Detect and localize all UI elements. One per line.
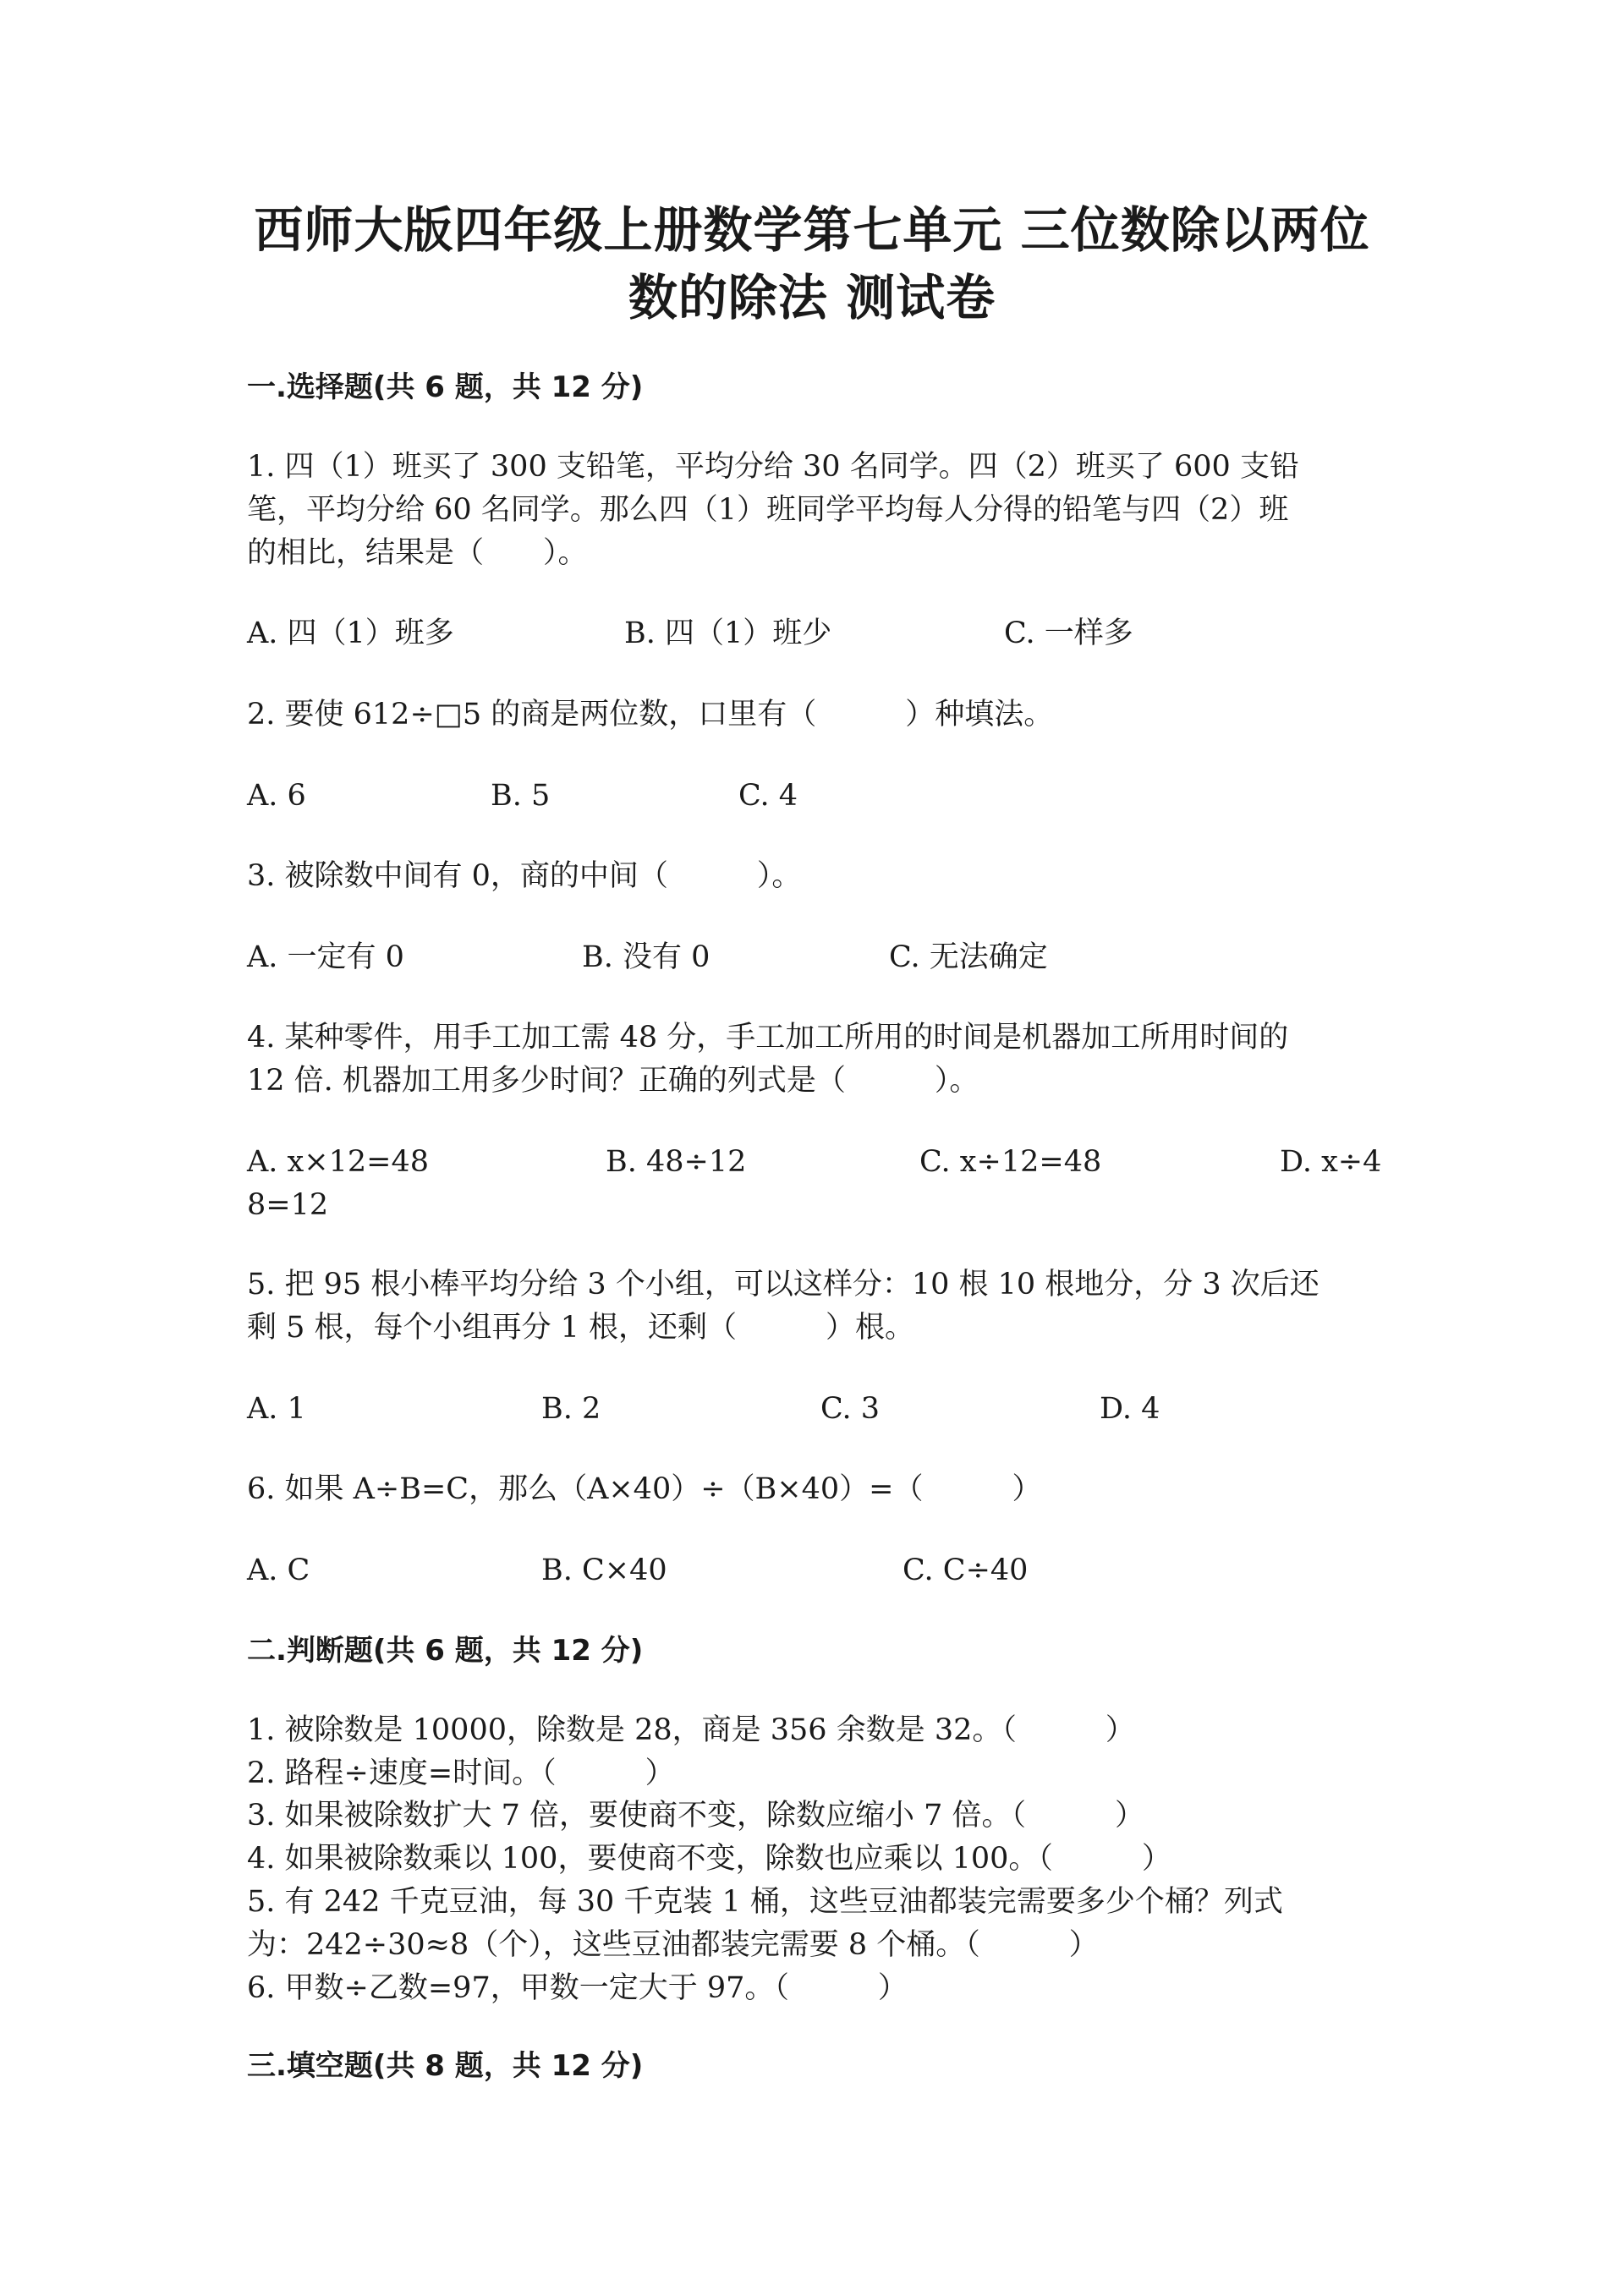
judgement-line: 5. 有 242 千克豆油，每 30 千克装 1 桶，这些豆油都装完需要多少个桶？列式 [247,1885,1283,1919]
question-line: 笔，平均分给 60 名同学。那么四（1）班同学平均每人分得的铅笔与四（2）班 [247,493,1289,527]
answer-option: B. 没有 0 [582,940,710,974]
judgement-line: 1. 被除数是 10000，除数是 28，商是 356 余数是 32。（ ） [247,1713,1135,1747]
judgement-line: 6. 甲数÷乙数=97，甲数一定大于 97。（ ） [247,1971,908,2005]
answer-option: D. 4 [1100,1392,1160,1426]
section-heading-true-false: 二.判断题(共 6 题，共 12 分) [247,1634,644,1668]
judgement-line: 2. 路程÷速度=时间。（ ） [247,1756,675,1790]
section-heading-choice: 一.选择题(共 6 题，共 12 分) [247,370,644,404]
question-line: 1. 四（1）班买了 300 支铅笔，平均分给 30 名同学。四（2）班买了 600 支铅 [247,450,1299,484]
page-title-line-2: 数的除法 测试卷 [628,269,996,326]
judgement-line: 4. 如果被除数乘以 100，要使商不变，除数也应乘以 100。（ ） [247,1842,1171,1876]
question-line: 3. 被除数中间有 0，商的中间（ ）。 [247,859,802,893]
page-title-line-1: 西师大版四年级上册数学第七单元 三位数除以两位 [254,201,1370,259]
answer-option: C. C÷40 [903,1553,1029,1587]
answer-option: B. 2 [541,1392,601,1426]
answer-option: C. 一样多 [1004,616,1133,650]
answer-option: B. C×40 [541,1553,667,1587]
question-line: 剩 5 根，每个小组再分 1 根，还剩（ ）根。 [247,1311,915,1345]
question-line: 6. 如果 A÷B=C，那么（A×40）÷（B×40）=（ ） [247,1472,1042,1506]
question-line: 12 倍. 机器加工用多少时间？正确的列式是（ ）。 [247,1064,979,1098]
answer-option: A. C [247,1553,310,1587]
answer-option-continuation: 8=12 [247,1188,329,1222]
answer-option: C. x÷12=48 [919,1145,1102,1179]
answer-option: B. 5 [491,779,551,813]
answer-option: A. 一定有 0 [247,940,404,974]
answer-option: A. 1 [247,1392,306,1426]
answer-option: C. 无法确定 [889,940,1048,974]
answer-option: B. 四（1）班少 [624,616,832,650]
judgement-line: 3. 如果被除数扩大 7 倍，要使商不变，除数应缩小 7 倍。（ ） [247,1799,1145,1833]
answer-option: C. 4 [738,779,798,813]
section-heading-fill-blank: 三.填空题(共 8 题，共 12 分) [247,2049,644,2083]
question-line: 4. 某种零件，用手工加工需 48 分，手工加工所用的时间是机器加工所用时间的 [247,1021,1289,1055]
answer-option: A. 四（1）班多 [247,616,454,650]
answer-option: D. x÷4 [1280,1145,1382,1179]
answer-option: A. x×12=48 [247,1145,429,1179]
answer-option: B. 48÷12 [606,1145,747,1179]
answer-option: C. 3 [820,1392,881,1426]
question-line: 的相比，结果是（ ）。 [247,536,588,570]
question-line: 2. 要使 612÷□5 的商是两位数，口里有（ ）种填法。 [247,698,1054,732]
answer-option: A. 6 [247,779,306,813]
judgement-line: 为：242÷30≈8（个），这些豆油都装完需要 8 个桶。（ ） [247,1928,1099,1962]
question-line: 5. 把 95 根小棒平均分给 3 个小组，可以这样分：10 根 10 根地分，分 3 次后还 [247,1268,1320,1301]
